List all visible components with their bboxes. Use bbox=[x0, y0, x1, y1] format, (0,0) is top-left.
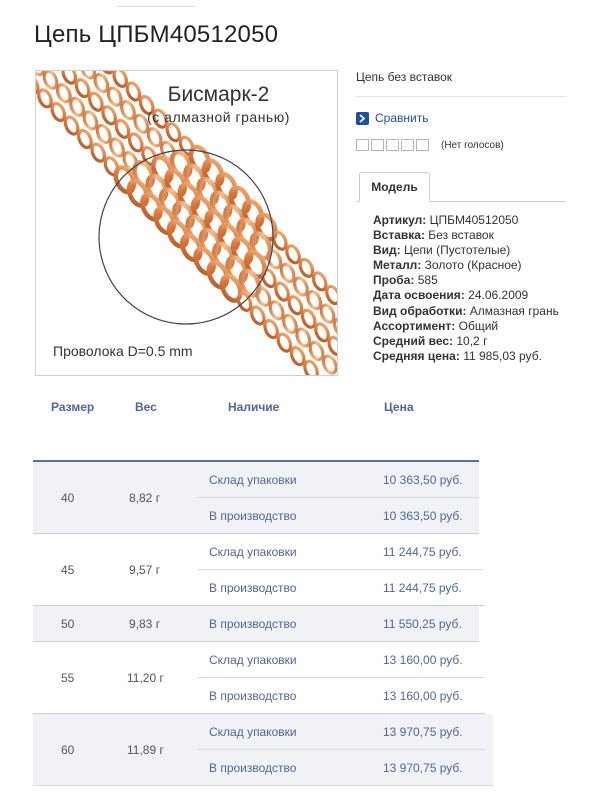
compare-link[interactable]: Сравнить bbox=[375, 111, 429, 125]
price-cell: 10 363,50 руб. bbox=[383, 473, 463, 487]
weight-cell: 11,89 г bbox=[127, 743, 164, 757]
availability-cell: Склад упаковки bbox=[209, 653, 297, 667]
spec-row bbox=[373, 273, 559, 288]
size-cell: 45 bbox=[61, 563, 75, 577]
spec-value: 24.06.2009 bbox=[468, 288, 529, 303]
spec-label: Ассортимент: bbox=[373, 318, 456, 333]
price-cell: 13 160,00 руб. bbox=[383, 689, 463, 703]
spec-label: Средний вес: bbox=[373, 333, 454, 348]
col-header-size: Размер bbox=[51, 400, 95, 414]
image-caption-wire: Проволока D=0.5 mm bbox=[53, 343, 193, 359]
spec-row bbox=[373, 304, 559, 319]
page-title: Цепь ЦПБМ40512050 bbox=[34, 21, 279, 48]
price-cell: 11 550,25 руб. bbox=[383, 617, 462, 631]
spec-label: Вставка: bbox=[373, 228, 425, 243]
spec-label: Артикул: bbox=[373, 213, 427, 227]
spec-label: Средняя цена: bbox=[373, 348, 460, 363]
price-cell: 11 244,75 руб. bbox=[383, 581, 462, 595]
availability-cell: Склад упаковки bbox=[209, 725, 297, 739]
spec-value: Цепи (Пустотелые) bbox=[404, 243, 511, 258]
votes-count: (Нет голосов) bbox=[441, 139, 504, 151]
arrow-right-icon[interactable] bbox=[356, 112, 369, 125]
spec-row bbox=[373, 319, 559, 334]
tab-model[interactable]: Модель bbox=[359, 172, 430, 202]
rating bbox=[356, 139, 566, 151]
price-cell: 13 160,00 руб. bbox=[383, 653, 463, 667]
price-cell: 13 970,75 руб. bbox=[383, 761, 463, 775]
availability-cell: В производство bbox=[209, 761, 297, 775]
spec-row bbox=[373, 349, 559, 364]
table-row-group bbox=[33, 462, 485, 534]
weight-cell: 9,57 г bbox=[129, 563, 161, 577]
availability-cell: В производство bbox=[209, 689, 297, 703]
spec-value: ЦПБМ40512050 bbox=[429, 213, 519, 227]
spec-label: Вид обработки: bbox=[373, 303, 467, 318]
chain-link bbox=[302, 359, 319, 376]
spec-value: Алмазная грань bbox=[469, 303, 559, 318]
spec-value: 10,2 г bbox=[456, 333, 488, 348]
image-caption-title: Бисмарк-2 bbox=[167, 83, 270, 106]
weight-cell: 11,20 г bbox=[127, 671, 164, 685]
availability-cell: В производство bbox=[209, 617, 297, 631]
table-row-group bbox=[33, 642, 485, 714]
compare-row[interactable] bbox=[356, 111, 566, 125]
spec-value: Без вставок bbox=[428, 228, 494, 243]
price-cell: 11 244,75 руб. bbox=[383, 545, 462, 559]
spec-value: Общий bbox=[458, 318, 499, 333]
availability-cell: В производство bbox=[209, 509, 297, 523]
rating-star-4[interactable] bbox=[401, 139, 414, 151]
chain-link bbox=[321, 354, 338, 375]
size-cell: 60 bbox=[61, 743, 75, 757]
spec-row bbox=[373, 243, 559, 258]
rating-star-3[interactable] bbox=[386, 139, 399, 151]
price-cell: 10 363,50 руб. bbox=[383, 509, 463, 523]
table-row-group bbox=[33, 714, 485, 786]
spec-row bbox=[373, 288, 559, 303]
spec-label: Металл: bbox=[373, 258, 422, 273]
weight-cell: 9,83 г bbox=[129, 617, 161, 631]
spec-list bbox=[373, 213, 559, 364]
table-row-group bbox=[33, 606, 485, 642]
spec-row bbox=[373, 228, 559, 243]
product-image[interactable] bbox=[35, 70, 338, 376]
col-header-availability: Наличие bbox=[228, 400, 280, 414]
table-row-group bbox=[33, 534, 485, 606]
image-caption-subtitle: (с алмазной гранью) bbox=[147, 109, 290, 125]
rating-star-5[interactable] bbox=[416, 139, 429, 151]
spec-value: Золото (Красное) bbox=[424, 258, 522, 273]
spec-row bbox=[373, 334, 559, 349]
spec-label: Вид: bbox=[373, 243, 401, 258]
top-divider bbox=[117, 6, 195, 7]
col-header-weight: Вес bbox=[135, 400, 157, 414]
size-cell: 50 bbox=[61, 617, 75, 631]
availability-cell: Склад упаковки bbox=[209, 545, 297, 559]
availability-cell: Склад упаковки bbox=[209, 473, 297, 487]
product-summary bbox=[356, 70, 566, 151]
product-subtitle: Цепь без вставок bbox=[356, 70, 566, 97]
spec-label: Дата освоения: bbox=[373, 288, 465, 303]
chain-link bbox=[324, 285, 338, 306]
rating-star-1[interactable] bbox=[356, 139, 369, 151]
availability-cell: В производство bbox=[209, 581, 297, 595]
spec-value: 11 985,03 руб. bbox=[463, 348, 542, 363]
col-header-price: Цена bbox=[384, 400, 414, 414]
tab-bar bbox=[356, 172, 566, 202]
size-cell: 40 bbox=[61, 491, 75, 505]
size-cell: 55 bbox=[61, 671, 75, 685]
price-cell: 13 970,75 руб. bbox=[383, 725, 463, 739]
spec-row bbox=[373, 213, 559, 228]
spec-row bbox=[373, 258, 559, 273]
spec-label: Проба: bbox=[373, 273, 415, 288]
rating-star-2[interactable] bbox=[371, 139, 384, 151]
spec-value: 585 bbox=[417, 273, 438, 288]
weight-cell: 8,82 г bbox=[129, 491, 161, 505]
